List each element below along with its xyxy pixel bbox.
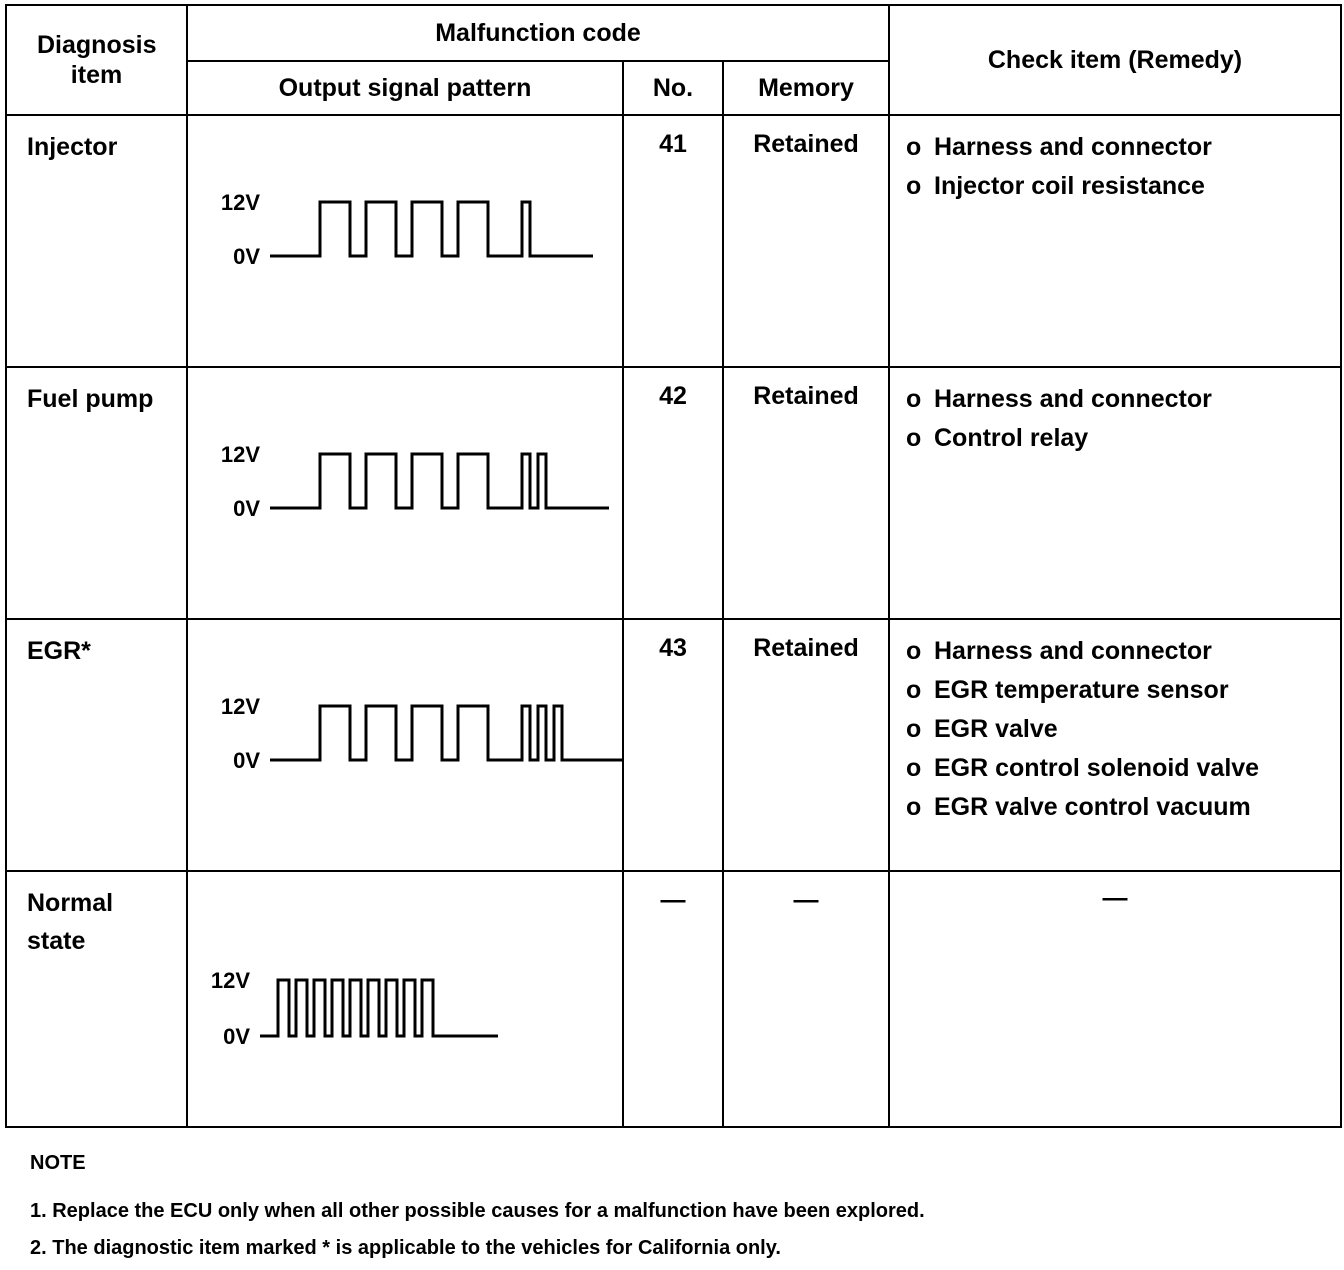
signal-trace <box>270 454 609 508</box>
bullet-marker: o <box>906 637 922 665</box>
check-item <box>906 671 1340 710</box>
table-row <box>6 367 1341 619</box>
signal-trace <box>270 202 593 256</box>
note-item: 1. Replace the ECU only when all other possible causes for a malfunction have been explored. <box>30 1200 925 1222</box>
table-row <box>6 871 1341 1127</box>
check-item-text: Harness and connector <box>934 637 1212 665</box>
check-item <box>906 128 1340 167</box>
check-item <box>906 419 1340 458</box>
check-item-text: Harness and connector <box>934 133 1212 161</box>
memory-status: Retained <box>723 619 889 871</box>
table-row <box>6 619 1341 871</box>
malfunction-code-number: — <box>623 871 723 1127</box>
check-item-list <box>906 632 1340 827</box>
header-memory: Memory <box>723 61 889 115</box>
bullet-marker: o <box>906 793 922 821</box>
diagnosis-item-line: Fuel pump <box>27 385 154 413</box>
memory-status: — <box>723 871 889 1127</box>
bullet-marker: o <box>906 172 922 200</box>
voltage-label-high: 12V <box>220 442 260 467</box>
diagnosis-item-line: Injector <box>27 133 118 161</box>
diagnosis-item-cell <box>6 115 187 367</box>
notes-section <box>30 1152 925 1260</box>
note-item: 2. The diagnostic item marked * is applicable to the vehicles for California only. <box>30 1237 781 1259</box>
check-item-text: — <box>1102 884 1128 912</box>
bullet-marker: o <box>906 133 922 161</box>
signal-trace <box>260 980 498 1036</box>
check-item-text: EGR valve <box>934 715 1058 743</box>
voltage-label-high: 12V <box>220 190 260 215</box>
voltage-label-low: 0V <box>233 748 260 773</box>
check-item <box>906 749 1340 788</box>
memory-status: Retained <box>723 115 889 367</box>
check-item-cell <box>889 115 1341 367</box>
malfunction-code-number: 41 <box>623 115 723 367</box>
check-item-text: Injector coil resistance <box>934 172 1205 200</box>
check-item <box>906 710 1340 749</box>
diagnosis-item-cell <box>6 871 187 1127</box>
signal-pattern-cell <box>187 115 623 367</box>
header-check-item: Check item (Remedy) <box>889 5 1341 115</box>
signal-waveform <box>188 116 624 368</box>
signal-pattern-cell <box>187 367 623 619</box>
check-item <box>906 788 1340 827</box>
bullet-marker: o <box>906 385 922 413</box>
check-item-text: EGR valve control vacuum <box>934 793 1251 821</box>
header-malfunction-code: Malfunction code <box>187 5 889 61</box>
signal-waveform <box>188 368 624 620</box>
voltage-label-high: 12V <box>220 694 260 719</box>
bullet-marker: o <box>906 754 922 782</box>
header-output-signal-pattern: Output signal pattern <box>187 61 623 115</box>
memory-status: Retained <box>723 367 889 619</box>
check-item <box>906 380 1340 419</box>
header-diagnosis-item: Diagnosis item <box>6 5 187 115</box>
voltage-label-high: 12V <box>210 968 250 993</box>
note-title: NOTE <box>30 1152 86 1174</box>
malfunction-code-number: 42 <box>623 367 723 619</box>
malfunction-code-number: 43 <box>623 619 723 871</box>
diagnosis-item-cell <box>6 367 187 619</box>
check-item-cell <box>889 619 1341 871</box>
check-item-cell <box>889 367 1341 619</box>
signal-pattern-cell <box>187 871 623 1127</box>
check-item-list <box>906 128 1340 206</box>
check-item-list <box>906 380 1340 458</box>
check-item <box>906 167 1340 206</box>
header-no: No. <box>623 61 723 115</box>
signal-trace <box>270 706 624 760</box>
voltage-label-low: 0V <box>233 496 260 521</box>
check-item-text: Harness and connector <box>934 385 1212 413</box>
diagnosis-item-cell <box>6 619 187 871</box>
voltage-label-low: 0V <box>233 244 260 269</box>
signal-waveform <box>188 620 624 872</box>
bullet-marker: o <box>906 676 922 704</box>
bullet-marker: o <box>906 424 922 452</box>
diagnosis-table <box>5 4 1342 1128</box>
bullet-marker: o <box>906 715 922 743</box>
check-item-cell <box>889 871 1341 1127</box>
diagnosis-item-line: Normal <box>27 889 114 917</box>
check-item-text: EGR control solenoid valve <box>934 754 1260 782</box>
voltage-label-low: 0V <box>223 1024 250 1049</box>
signal-waveform <box>188 872 624 1128</box>
table-row <box>6 115 1341 367</box>
diagnosis-item-line: EGR* <box>27 637 91 665</box>
check-item-text: Control relay <box>934 424 1089 452</box>
diagnosis-item-line: state <box>27 927 86 955</box>
check-item <box>906 632 1340 671</box>
signal-pattern-cell <box>187 619 623 871</box>
check-item-text: EGR temperature sensor <box>934 676 1229 704</box>
